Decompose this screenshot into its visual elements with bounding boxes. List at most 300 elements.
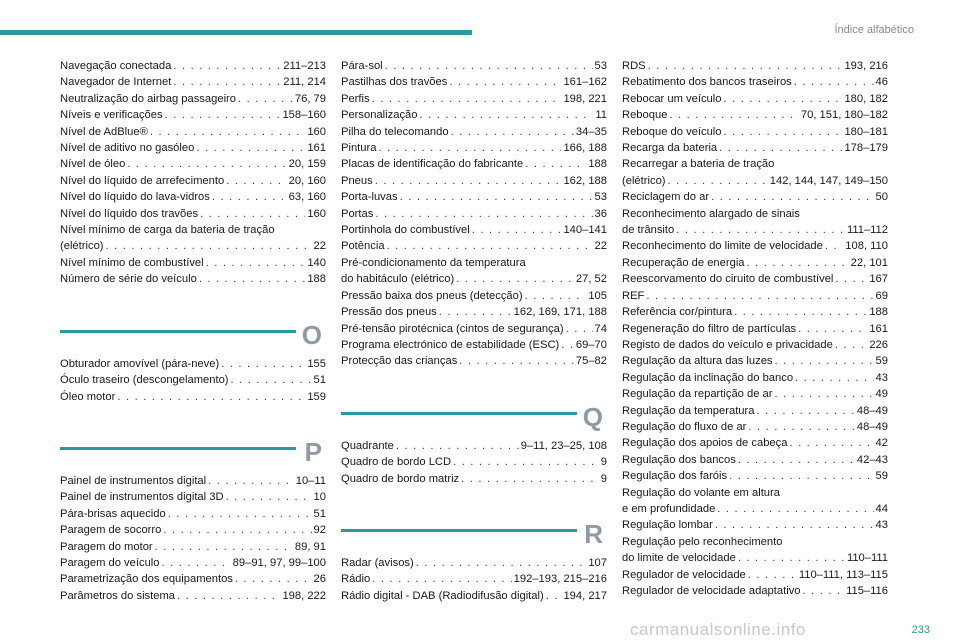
index-entry-label: Nível de aditivo no gasóleo: [60, 142, 195, 155]
index-entry: [60, 389, 326, 405]
index-entry-pages: 180–181: [844, 125, 888, 138]
index-entry-pages: 188: [588, 158, 607, 171]
index-entry-pages: 74: [594, 322, 607, 335]
index-entry-pages: 198, 221: [563, 92, 607, 105]
index-entry-pages: 166, 188: [563, 142, 607, 155]
dot-leader: [715, 517, 874, 533]
index-group: [60, 473, 326, 604]
index-entry: [622, 255, 888, 271]
index-entry-pages: 46: [875, 76, 888, 89]
index-entry: [60, 156, 326, 172]
index-entry: [60, 522, 326, 538]
index-entry-pages: 158–160: [282, 109, 326, 122]
index-entry: [60, 238, 326, 254]
index-entry-label: Porta-luvas: [341, 191, 398, 204]
index-entry-label: Regulação da altura das luzes: [622, 355, 773, 368]
dot-leader: [387, 238, 593, 254]
index-entry-pages: 115–116: [846, 585, 888, 597]
index-entry-pages: 36: [594, 207, 607, 220]
dot-leader: [235, 571, 312, 587]
index-entry-label: Pressão baixa dos pneus (detecção): [341, 289, 523, 302]
index-entry: [622, 74, 888, 90]
index-entry-label: de trânsito: [622, 224, 675, 237]
index-group: [60, 356, 326, 405]
index-entry-label: do limite de velocidade: [622, 552, 736, 565]
index-entry: [341, 222, 607, 238]
index-entry-pages: 43: [875, 519, 888, 532]
index-entry-pages: 9–11, 23–25, 108: [520, 439, 607, 452]
index-entry-label: Pré-tensão pirotécnica (cintos de segurança): [341, 322, 564, 335]
index-entry-pages: 49: [875, 388, 888, 401]
index-entry-pages: 20, 160: [288, 174, 326, 187]
dot-leader: [163, 522, 311, 538]
index-entry-label: Reconhecimento alargado de sinais: [622, 207, 800, 220]
dot-leader: [668, 173, 768, 189]
index-entry-pages: 160: [307, 207, 326, 220]
index-entry-pages: 108, 110: [845, 240, 888, 253]
dot-leader: [117, 389, 305, 405]
dot-leader: [789, 435, 873, 451]
index-entry: [341, 304, 607, 320]
index-entry-label: Personalização: [341, 109, 418, 122]
dot-leader: [803, 583, 845, 599]
dot-leader: [372, 91, 562, 107]
index-entry-label: (elétrico): [622, 174, 666, 187]
section-rule: [60, 330, 296, 333]
dot-leader: [729, 468, 873, 484]
index-entry-label: Regulação lombar: [622, 519, 713, 532]
section-header-o: [60, 314, 326, 352]
index-entry-pages: 43: [875, 371, 888, 384]
index-entry-label: Registo de dados do veículo e privacidade: [622, 338, 833, 351]
index-entry-pages: 50: [875, 191, 888, 204]
dot-leader: [206, 255, 306, 271]
index-entry: [622, 173, 888, 189]
index-entry-label: Perfis: [341, 92, 370, 105]
dot-leader: [835, 271, 867, 287]
index-entry: [341, 471, 607, 487]
index-entry-pages: 110–111, 113–115: [798, 568, 888, 581]
index-entry-pages: 162, 169, 171, 188: [513, 306, 607, 319]
index-entry: [622, 353, 888, 369]
index-entry-label: Pára-brisas aquecido: [60, 507, 166, 520]
dot-leader: [566, 321, 593, 337]
index-entry: [341, 58, 607, 74]
index-entry-label: Regulação do fluxo de ar: [622, 420, 747, 433]
index-entry: [622, 370, 888, 386]
dot-leader: [456, 271, 574, 287]
dot-leader: [177, 588, 280, 604]
index-entry-pages: 59: [875, 355, 888, 368]
index-entry-pages: 22: [594, 240, 607, 253]
dot-leader: [173, 58, 281, 74]
index-entry-label: Quadrante: [341, 439, 394, 452]
index-entry: [622, 501, 888, 517]
section-header-p: [60, 431, 326, 469]
index-entry-label: Pastilhas dos travões: [341, 76, 448, 89]
index-entry-label: Reescorvamento do ciruito de combustível: [622, 273, 834, 286]
index-entry-pages: 48–49: [856, 404, 888, 417]
index-entry: [60, 255, 326, 271]
index-entry-label: Paragem do motor: [60, 540, 153, 553]
index-entry-label: Pára-sol: [341, 60, 383, 72]
dot-leader: [226, 489, 312, 505]
index-entry: [622, 452, 888, 468]
dot-leader: [420, 107, 594, 123]
index-entry-pages: 11: [595, 109, 607, 122]
index-entry-label: Reboque do veículo: [622, 125, 722, 138]
index-group: [341, 555, 607, 604]
index-group: [622, 222, 888, 238]
dot-leader: [775, 386, 874, 402]
dot-leader: [231, 372, 312, 388]
index-entry-pages: 110–111: [846, 552, 888, 565]
index-entry-label: Parametrização dos equipamentos: [60, 573, 233, 586]
index-entry-label: Recuperação de energia: [622, 256, 745, 269]
page-header-title: Índice alfabético: [834, 24, 914, 36]
index-entry-label: Regulador de velocidade adaptativo: [622, 585, 801, 597]
dot-leader: [748, 419, 854, 435]
index-group: [622, 517, 888, 533]
index-entry: [622, 583, 888, 599]
index-entry-pages: 10–11: [295, 474, 326, 487]
index-entry-label: Radar (avisos): [341, 556, 414, 569]
index-entry-label: Programa electrónico de estabilidade (ESC): [341, 338, 560, 351]
index-entry: [622, 222, 888, 238]
index-entry: [341, 454, 607, 470]
index-entry: [341, 238, 607, 254]
index-entry-pages: 192–193, 215–216: [513, 573, 607, 586]
index-entry-label: Quadro de bordo matriz: [341, 472, 460, 485]
index-entry-pages: 9: [600, 472, 607, 485]
index-entry-pages: 162, 188: [563, 174, 607, 187]
section-header-q: [341, 396, 607, 434]
dot-leader: [150, 124, 305, 140]
index-entry: [622, 321, 888, 337]
dot-leader: [461, 471, 599, 487]
index-entry: [60, 489, 326, 505]
section-header-r: [341, 513, 607, 551]
index-entry-label: Pneus: [341, 174, 373, 187]
dot-leader: [226, 173, 286, 189]
index-entry-label: Níveis e verificações: [60, 109, 163, 122]
index-entry-pages: 53: [594, 191, 607, 204]
dot-leader: [375, 173, 562, 189]
index-entry-pages: 92: [313, 524, 326, 537]
index-entry-label: Número de série do veículo: [60, 273, 197, 286]
dot-leader: [646, 288, 873, 304]
index-entry-label: Pressão dos pneus: [341, 306, 437, 319]
index-entry: [622, 304, 888, 320]
index-entry-label: Regulação da temperatura: [622, 404, 755, 417]
dot-leader: [747, 255, 849, 271]
index-entry-label: Paragem de socorro: [60, 524, 162, 537]
index-entry-label: Nível mínimo de combustível: [60, 256, 204, 269]
index-entry-pages: 111–112: [846, 224, 888, 237]
index-entry-label: Rádio digital - DAB (Radiodifusão digital): [341, 589, 544, 602]
dot-leader: [719, 140, 842, 156]
index-entry-pages: 160: [307, 125, 326, 138]
index-entry: [341, 588, 607, 604]
dot-leader: [200, 206, 305, 222]
index-entry-pages: 198, 222: [282, 589, 326, 602]
index-entry-label: Rebatimento dos bancos traseiros: [622, 76, 792, 89]
dot-leader: [396, 438, 519, 454]
index-entry-pages: 193, 216: [844, 60, 888, 72]
index-entry-label: Potência: [341, 240, 385, 253]
index-entry-pages: 51: [313, 507, 326, 520]
header-accent-bar: [0, 30, 472, 35]
dot-leader: [794, 74, 874, 90]
index-entry: [341, 173, 607, 189]
index-entry: [622, 337, 888, 353]
index-entry: [341, 353, 607, 369]
index-group: [60, 255, 326, 288]
dot-leader: [238, 91, 293, 107]
index-entry-pages: 9: [600, 456, 607, 469]
dot-leader: [168, 506, 312, 522]
index-group: [341, 288, 607, 370]
index-entry-pages: 107: [588, 556, 607, 569]
index-entry-label: Reboque: [622, 109, 668, 122]
index-entry-label: Nível do líquido de arrefecimento: [60, 174, 225, 187]
index-entry-label: Navegação conectada: [60, 60, 172, 72]
dot-leader: [669, 107, 798, 123]
index-group: [622, 567, 888, 600]
index-entry-pages: 42: [875, 437, 888, 450]
index-entry-pages: 89, 91: [294, 540, 326, 553]
index-entry-label: Portas: [341, 207, 374, 220]
index-entry-pages: 63, 160: [288, 191, 326, 204]
index-entry-label: e em profundidade: [622, 502, 716, 515]
index-entry-label: Pintura: [341, 142, 377, 155]
index-entry-label: Reconhecimento do limite de velocidade: [622, 240, 823, 253]
index-entry: [341, 555, 607, 571]
index-entry-pages: 211, 214: [283, 76, 326, 89]
index-entry: [60, 506, 326, 522]
index-entry: [60, 189, 326, 205]
index-entry-label: Nível do líquido do lava-vidros: [60, 191, 210, 204]
index-entry-pages: 194, 217: [563, 589, 607, 602]
index-entry-label: Regulação da repartição de ar: [622, 388, 773, 401]
index-group: [622, 238, 888, 484]
page-number: 233: [911, 624, 930, 636]
dot-leader: [561, 337, 574, 353]
index-entry: [341, 140, 607, 156]
index-entry-pages: 161: [869, 322, 888, 335]
index-entry-label: Regulação da inclinação do banco: [622, 371, 794, 384]
index-entry-pages: 140–141: [563, 224, 607, 237]
dot-leader: [738, 452, 855, 468]
index-entry-label: Rádio: [341, 573, 371, 586]
section-letter: O: [301, 319, 322, 350]
index-entry-label: Regulação dos faróis: [622, 470, 728, 483]
index-entry-label: Regulação dos bancos: [622, 453, 736, 466]
index-group: [60, 238, 326, 254]
section-rule: [341, 412, 577, 415]
dot-leader: [196, 140, 305, 156]
dot-leader: [453, 454, 599, 470]
index-entry-label: Regulador de velocidade: [622, 568, 746, 581]
index-entry-pages: 48–49: [856, 420, 888, 433]
index-entry: [622, 468, 888, 484]
index-group: [622, 173, 888, 189]
dot-leader: [724, 124, 843, 140]
index-entry: [60, 539, 326, 555]
index-entry: [622, 550, 888, 566]
index-entry: [622, 238, 888, 254]
index-entry-pages: 167: [869, 273, 888, 286]
index-entry-label: Quadro de bordo LCD: [341, 456, 452, 469]
dot-leader: [212, 189, 287, 205]
index-entry-label: Regeneração do filtro de partículas: [622, 322, 797, 335]
index-entry: [341, 189, 607, 205]
dot-leader: [127, 156, 286, 172]
dot-leader: [825, 238, 843, 254]
index-entry-pages: 69: [875, 289, 888, 302]
index-entry-pages: 140: [307, 256, 326, 269]
index-entry: [341, 124, 607, 140]
dot-leader: [165, 107, 281, 123]
dot-leader: [221, 356, 305, 372]
index-entry-label: Obturador amovível (pára-neve): [60, 357, 220, 370]
index-entry: [341, 288, 607, 304]
dot-leader: [375, 206, 592, 222]
index-entry-pages: 188: [307, 273, 326, 286]
index-entry: [60, 91, 326, 107]
index-group: [622, 189, 888, 205]
dot-leader: [400, 189, 593, 205]
index-entry: [341, 206, 607, 222]
dot-leader: [106, 238, 312, 254]
index-entry-pages: 22, 101: [850, 256, 888, 269]
dot-leader: [798, 321, 867, 337]
index-group: [341, 58, 607, 255]
dot-leader: [676, 222, 845, 238]
dot-leader: [378, 140, 561, 156]
index-entry-pages: 42–43: [856, 453, 888, 466]
index-entry-label: Parâmetros do sistema: [60, 589, 176, 602]
dot-leader: [546, 588, 562, 604]
index-entry-label: do habitáculo (elétrico): [341, 273, 455, 286]
dot-leader: [372, 571, 511, 587]
index-group: [622, 550, 888, 566]
index-entry-label: Neutralização do airbag passageiro: [60, 92, 237, 105]
index-entry: [341, 91, 607, 107]
index-entry-label: Pré-condicionamento da temperatura: [341, 256, 526, 269]
index-entry: [341, 321, 607, 337]
index-entry: [60, 555, 326, 571]
index-entry-pages: 159: [307, 390, 326, 403]
index-entry-pages: 155: [307, 357, 326, 370]
index-entry: [622, 107, 888, 123]
index-entry-label: Regulação pelo reconhecimento: [622, 535, 783, 548]
index-entry: [622, 271, 888, 287]
index-entry: [60, 107, 326, 123]
index-entry-pages: 226: [869, 338, 888, 351]
index-entry: [60, 271, 326, 287]
section-letter: Q: [582, 401, 603, 432]
index-group: [60, 58, 326, 222]
dot-leader: [199, 271, 306, 287]
index-entry: [622, 567, 888, 583]
index-entry-label: Regulação do volante em altura: [622, 486, 780, 499]
dot-leader: [724, 91, 843, 107]
index-entry-pages: 70, 151, 180–182: [800, 109, 888, 122]
index-entry-label: Recarga da bateria: [622, 142, 718, 155]
index-group: [622, 501, 888, 517]
index-entry: [622, 419, 888, 435]
index-entry: [622, 58, 888, 74]
index-entry-pages: 188: [869, 306, 888, 319]
index-entry: [622, 517, 888, 533]
index-entry-label: Nível de AdBlue®: [60, 125, 148, 138]
index-entry-label: Painel de instrumentos digital: [60, 474, 207, 487]
section-letter: R: [584, 518, 603, 549]
index-entry-pages: 178–179: [844, 142, 888, 155]
index-entry-pages: 51: [313, 374, 326, 387]
dot-leader: [717, 501, 873, 517]
dot-leader: [472, 222, 562, 238]
dot-leader: [173, 74, 281, 90]
index-entry-pages: 34–35: [575, 125, 607, 138]
index-entry-label: Paragem do veículo: [60, 556, 160, 569]
dot-leader: [208, 473, 294, 489]
index-entry: [341, 438, 607, 454]
index-entry-label: Pilha do telecomando: [341, 125, 449, 138]
dot-leader: [449, 74, 561, 90]
index-column-2: [341, 58, 607, 604]
index-column-1: [60, 58, 326, 604]
dot-leader: [385, 58, 593, 74]
index-column-3: [622, 58, 888, 599]
index-entry: [622, 386, 888, 402]
index-entry: [60, 206, 326, 222]
index-entry-pages: 26: [313, 573, 326, 586]
index-entry-label: Reciclagem do ar: [622, 191, 710, 204]
index-entry-label: Nível de óleo: [60, 158, 126, 171]
index-entry-label: Rebocar um veículo: [622, 92, 722, 105]
dot-leader: [711, 189, 873, 205]
index-entry-label: RDS: [622, 60, 646, 72]
index-entry: [60, 140, 326, 156]
index-entry: [622, 140, 888, 156]
index-entry-pages: 20, 159: [288, 158, 326, 171]
dot-leader: [738, 550, 845, 566]
index-entry: [341, 107, 607, 123]
index-entry-label: Placas de identificação do fabricante: [341, 158, 524, 171]
index-entry-pages: 105: [588, 289, 607, 302]
index-entry-label: Óleo motor: [60, 390, 116, 403]
index-entry: [60, 173, 326, 189]
dot-leader: [525, 156, 586, 172]
index-entry: [60, 473, 326, 489]
section-rule: [60, 447, 296, 450]
index-entry: [622, 124, 888, 140]
index-entry: [622, 435, 888, 451]
index-group: [341, 271, 607, 287]
index-entry-label: REF: [622, 289, 645, 302]
dot-leader: [416, 555, 587, 571]
index-entry-label: Regulação dos apoios de cabeça: [622, 437, 788, 450]
index-entry-pages: 27, 52: [575, 273, 607, 286]
index-entry-label: Nível do líquido dos travões: [60, 207, 199, 220]
dot-leader: [756, 403, 854, 419]
index-entry-pages: 44: [875, 502, 888, 515]
dot-leader: [162, 555, 231, 571]
index-entry-label: Painel de instrumentos digital 3D: [60, 491, 224, 504]
index-entry-pages: 59: [875, 470, 888, 483]
